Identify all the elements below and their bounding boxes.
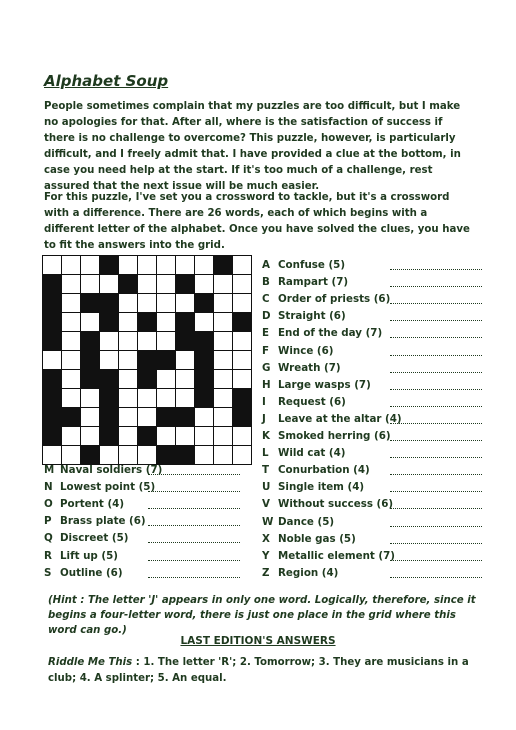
white-cell[interactable]: [62, 427, 80, 445]
clue-letter: I: [262, 395, 266, 408]
black-cell: [176, 408, 194, 426]
clue-letter: Y: [262, 549, 270, 562]
white-cell[interactable]: [62, 446, 80, 464]
clue-w: [262, 516, 334, 528]
white-cell[interactable]: [119, 332, 137, 350]
black-cell: [233, 389, 251, 407]
white-cell[interactable]: [214, 427, 232, 445]
clue-letter: M: [44, 464, 55, 476]
black-cell: [119, 275, 137, 293]
black-cell: [81, 332, 99, 350]
white-cell[interactable]: [233, 446, 251, 464]
white-cell[interactable]: [233, 351, 251, 369]
clue-text: Region (4): [278, 566, 339, 579]
clue-letter: G: [262, 361, 271, 374]
white-cell[interactable]: [81, 313, 99, 331]
answer-line-d[interactable]: [390, 319, 482, 321]
white-cell[interactable]: [157, 389, 175, 407]
clue-u: [262, 481, 364, 493]
clue-letter: Q: [44, 532, 53, 545]
black-cell: [43, 389, 61, 407]
white-cell[interactable]: [138, 408, 156, 426]
black-cell: [214, 256, 232, 274]
answer-line-i[interactable]: [390, 405, 482, 407]
answer-line-l[interactable]: [390, 456, 482, 458]
clue-e: [262, 327, 382, 339]
black-cell: [81, 294, 99, 312]
black-cell: [138, 427, 156, 445]
clue-letter: C: [262, 293, 270, 306]
riddle-label: Riddle Me This: [48, 657, 133, 668]
white-cell[interactable]: [43, 256, 61, 274]
black-cell: [100, 256, 118, 274]
white-cell[interactable]: [176, 256, 194, 274]
clue-h: [262, 379, 371, 391]
white-cell[interactable]: [62, 294, 80, 312]
white-cell[interactable]: [214, 389, 232, 407]
answer-line-n[interactable]: [148, 490, 240, 492]
white-cell[interactable]: [119, 389, 137, 407]
black-cell: [195, 294, 213, 312]
black-cell: [195, 370, 213, 388]
white-cell[interactable]: [157, 313, 175, 331]
black-cell: [81, 446, 99, 464]
clue-letter: S: [44, 566, 52, 579]
white-cell[interactable]: [233, 294, 251, 312]
white-cell[interactable]: [214, 408, 232, 426]
white-cell[interactable]: [119, 408, 137, 426]
clue-letter: F: [262, 344, 270, 357]
clue-text: Confuse (5): [278, 259, 346, 271]
white-cell[interactable]: [176, 351, 194, 369]
white-cell[interactable]: [195, 408, 213, 426]
clue-text: Portent (4): [60, 498, 125, 511]
clue-text: End of the day (7): [278, 327, 383, 340]
clue-text: Wreath (7): [278, 361, 341, 374]
crossword-grid: [42, 255, 252, 465]
white-cell[interactable]: [214, 294, 232, 312]
white-cell[interactable]: [195, 427, 213, 445]
white-cell[interactable]: [176, 427, 194, 445]
answer-line-s[interactable]: [148, 576, 240, 578]
white-cell[interactable]: [157, 275, 175, 293]
clue-r: [44, 550, 118, 562]
black-cell: [100, 370, 118, 388]
white-cell[interactable]: [119, 313, 137, 331]
black-cell: [195, 389, 213, 407]
clue-text: Order of priests (6): [278, 293, 391, 306]
white-cell[interactable]: [119, 427, 137, 445]
white-cell[interactable]: [176, 389, 194, 407]
clue-text: Straight (6): [278, 310, 346, 323]
white-cell[interactable]: [138, 294, 156, 312]
clue-letter: P: [44, 515, 52, 528]
white-cell[interactable]: [195, 275, 213, 293]
black-cell: [100, 427, 118, 445]
black-cell: [100, 313, 118, 331]
clue-a: [262, 259, 345, 271]
clue-letter: H: [262, 378, 271, 391]
clue-text: Lift up (5): [60, 549, 118, 562]
clue-letter: N: [44, 481, 53, 494]
black-cell: [100, 294, 118, 312]
riddle-answers: : 1. The letter 'R'; 2. Tomorrow; 3. They are musicians in a club; 4. A splinter; 5. An equal.: [48, 657, 469, 684]
black-cell: [176, 313, 194, 331]
black-cell: [176, 446, 194, 464]
black-cell: [43, 427, 61, 445]
hint-text: (Hint : The letter 'J' appears in only one word. Logically, therefore, since it begins a four-letter word, there is just one place in the grid where this word can go.): [48, 595, 476, 636]
clue-text: Outline (6): [60, 566, 123, 579]
black-cell: [138, 313, 156, 331]
white-cell[interactable]: [62, 351, 80, 369]
clue-letter: L: [262, 447, 269, 460]
black-cell: [233, 313, 251, 331]
clue-letter: D: [262, 310, 271, 323]
white-cell[interactable]: [138, 332, 156, 350]
instructions-paragraph: For this puzzle, I've set you a crossword to tackle, but it's a crossword with a difference. There are 26 words, each of which begins with a different letter of the alphabet. Once you have solved the clues, you have to fit the answers into the grid.: [44, 192, 470, 251]
black-cell: [138, 351, 156, 369]
white-cell[interactable]: [214, 370, 232, 388]
clue-letter: W: [262, 515, 274, 528]
black-cell: [157, 408, 175, 426]
white-cell[interactable]: [214, 275, 232, 293]
clue-s: [44, 567, 123, 579]
clue-v: [262, 498, 393, 510]
white-cell[interactable]: [138, 389, 156, 407]
answer-line-k[interactable]: [390, 439, 482, 441]
clue-b: [262, 276, 348, 288]
answer-line-a[interactable]: [390, 268, 482, 270]
answer-line-x[interactable]: [390, 542, 482, 544]
black-cell: [157, 446, 175, 464]
black-cell: [81, 351, 99, 369]
white-cell[interactable]: [195, 446, 213, 464]
clue-y: [262, 550, 395, 562]
white-cell[interactable]: [138, 256, 156, 274]
clue-text: Leave at the altar (4): [278, 412, 402, 425]
white-cell[interactable]: [119, 446, 137, 464]
white-cell[interactable]: [195, 256, 213, 274]
clue-text: Naval soldiers (7): [60, 464, 163, 476]
answer-line-j[interactable]: [390, 422, 482, 424]
clue-letter: R: [44, 549, 52, 562]
clue-letter: B: [262, 276, 270, 289]
page-title: Alphabet Soup: [44, 72, 169, 90]
answer-line-p[interactable]: [148, 524, 240, 526]
answer-line-r[interactable]: [148, 559, 240, 561]
black-cell: [43, 294, 61, 312]
white-cell[interactable]: [100, 351, 118, 369]
white-cell[interactable]: [100, 275, 118, 293]
clue-p: [44, 515, 146, 527]
white-cell[interactable]: [233, 427, 251, 445]
white-cell[interactable]: [233, 370, 251, 388]
black-cell: [195, 332, 213, 350]
clue-k: [262, 430, 391, 442]
white-cell[interactable]: [62, 332, 80, 350]
white-cell[interactable]: [214, 332, 232, 350]
clue-l: [262, 447, 346, 459]
last-edition-answers: [48, 655, 488, 687]
clue-letter: Z: [262, 566, 270, 579]
white-cell[interactable]: [214, 351, 232, 369]
answer-line-z[interactable]: [390, 576, 482, 578]
clue-letter: U: [262, 481, 271, 494]
white-cell[interactable]: [157, 256, 175, 274]
answer-line-v[interactable]: [390, 507, 482, 509]
white-cell[interactable]: [81, 408, 99, 426]
black-cell: [157, 351, 175, 369]
white-cell[interactable]: [43, 446, 61, 464]
white-cell[interactable]: [138, 275, 156, 293]
clue-text: Lowest point (5): [60, 481, 156, 494]
white-cell[interactable]: [233, 275, 251, 293]
answer-line-c[interactable]: [390, 302, 482, 304]
white-cell[interactable]: [62, 313, 80, 331]
white-cell[interactable]: [233, 332, 251, 350]
clue-letter: E: [262, 327, 270, 340]
white-cell[interactable]: [214, 313, 232, 331]
clue-x: [262, 533, 356, 545]
white-cell[interactable]: [43, 351, 61, 369]
black-cell: [195, 351, 213, 369]
black-cell: [43, 332, 61, 350]
clue-t: [262, 464, 370, 476]
white-cell[interactable]: [62, 389, 80, 407]
clue-text: Request (6): [278, 395, 346, 408]
black-cell: [62, 408, 80, 426]
answer-line-h[interactable]: [390, 388, 482, 390]
black-cell: [81, 370, 99, 388]
clue-text: Noble gas (5): [278, 532, 356, 545]
white-cell[interactable]: [119, 294, 137, 312]
clue-text: Brass plate (6): [60, 515, 146, 528]
white-cell[interactable]: [62, 256, 80, 274]
white-cell[interactable]: [157, 332, 175, 350]
white-cell[interactable]: [81, 275, 99, 293]
clue-f: [262, 345, 333, 357]
answer-line-b[interactable]: [390, 285, 482, 287]
clue-i: [262, 396, 346, 408]
white-cell[interactable]: [62, 275, 80, 293]
white-cell[interactable]: [62, 370, 80, 388]
white-cell[interactable]: [119, 351, 137, 369]
white-cell[interactable]: [195, 313, 213, 331]
clue-g: [262, 362, 341, 374]
clue-m: [44, 464, 162, 476]
clue-text: Wince (6): [278, 344, 334, 357]
clue-text: Single item (4): [278, 481, 365, 494]
white-cell[interactable]: [233, 256, 251, 274]
white-cell[interactable]: [100, 446, 118, 464]
clue-o: [44, 498, 124, 510]
black-cell: [176, 332, 194, 350]
black-cell: [43, 275, 61, 293]
answer-line-m[interactable]: [148, 473, 240, 475]
answer-line-t[interactable]: [390, 473, 482, 475]
black-cell: [176, 275, 194, 293]
answer-line-g[interactable]: [390, 371, 482, 373]
clue-letter: A: [262, 259, 270, 271]
clue-d: [262, 310, 346, 322]
answer-line-o[interactable]: [148, 507, 240, 509]
clue-text: Metallic element (7): [278, 549, 396, 562]
clue-text: Rampart (7): [278, 276, 349, 289]
black-cell: [233, 408, 251, 426]
clue-letter: K: [262, 430, 270, 442]
answer-line-y[interactable]: [390, 559, 482, 561]
black-cell: [43, 313, 61, 331]
white-cell[interactable]: [81, 427, 99, 445]
clue-letter: J: [262, 412, 266, 425]
white-cell[interactable]: [157, 294, 175, 312]
white-cell[interactable]: [176, 370, 194, 388]
black-cell: [138, 370, 156, 388]
clue-j: [262, 413, 402, 425]
clue-letter: V: [262, 498, 270, 511]
clue-letter: T: [262, 464, 270, 477]
answer-line-f[interactable]: [390, 354, 482, 356]
clue-text: Dance (5): [278, 515, 335, 528]
white-cell[interactable]: [157, 427, 175, 445]
white-cell[interactable]: [119, 370, 137, 388]
white-cell[interactable]: [100, 332, 118, 350]
white-cell[interactable]: [214, 446, 232, 464]
black-cell: [43, 408, 61, 426]
clue-z: [262, 567, 338, 579]
clue-text: Without success (6): [278, 498, 394, 511]
black-cell: [100, 408, 118, 426]
black-cell: [43, 370, 61, 388]
clue-letter: X: [262, 532, 270, 545]
answer-line-u[interactable]: [390, 490, 482, 492]
clue-text: Smoked herring (6): [278, 430, 391, 442]
answer-line-e[interactable]: [390, 336, 482, 338]
answer-line-q[interactable]: [148, 541, 240, 543]
intro-paragraph: People sometimes complain that my puzzles are too difficult, but I make no apologies for that. After all, where is the satisfaction of success if there is no challenge to overcome? This puzzle, however, is particularly difficult, and I freely admit that. I have provided a clue at the bottom, in case you need help at the start. If it's too much of a challenge, rest assured that the next issue will be much easier.: [44, 101, 461, 192]
last-edition-heading: LAST EDITION'S ANSWERS: [180, 635, 336, 647]
clue-text: Discreet (5): [60, 532, 129, 545]
clue-c: [262, 293, 390, 305]
white-cell[interactable]: [81, 389, 99, 407]
white-cell[interactable]: [176, 294, 194, 312]
black-cell: [100, 389, 118, 407]
white-cell[interactable]: [81, 256, 99, 274]
answer-line-w[interactable]: [390, 525, 482, 527]
clue-letter: O: [44, 498, 53, 511]
clue-text: Wild cat (4): [278, 447, 346, 460]
white-cell[interactable]: [119, 256, 137, 274]
white-cell[interactable]: [157, 370, 175, 388]
clue-text: Conurbation (4): [278, 464, 370, 477]
clue-text: Large wasps (7): [278, 378, 371, 391]
white-cell[interactable]: [138, 446, 156, 464]
clue-q: [44, 532, 128, 544]
clue-n: [44, 481, 155, 493]
